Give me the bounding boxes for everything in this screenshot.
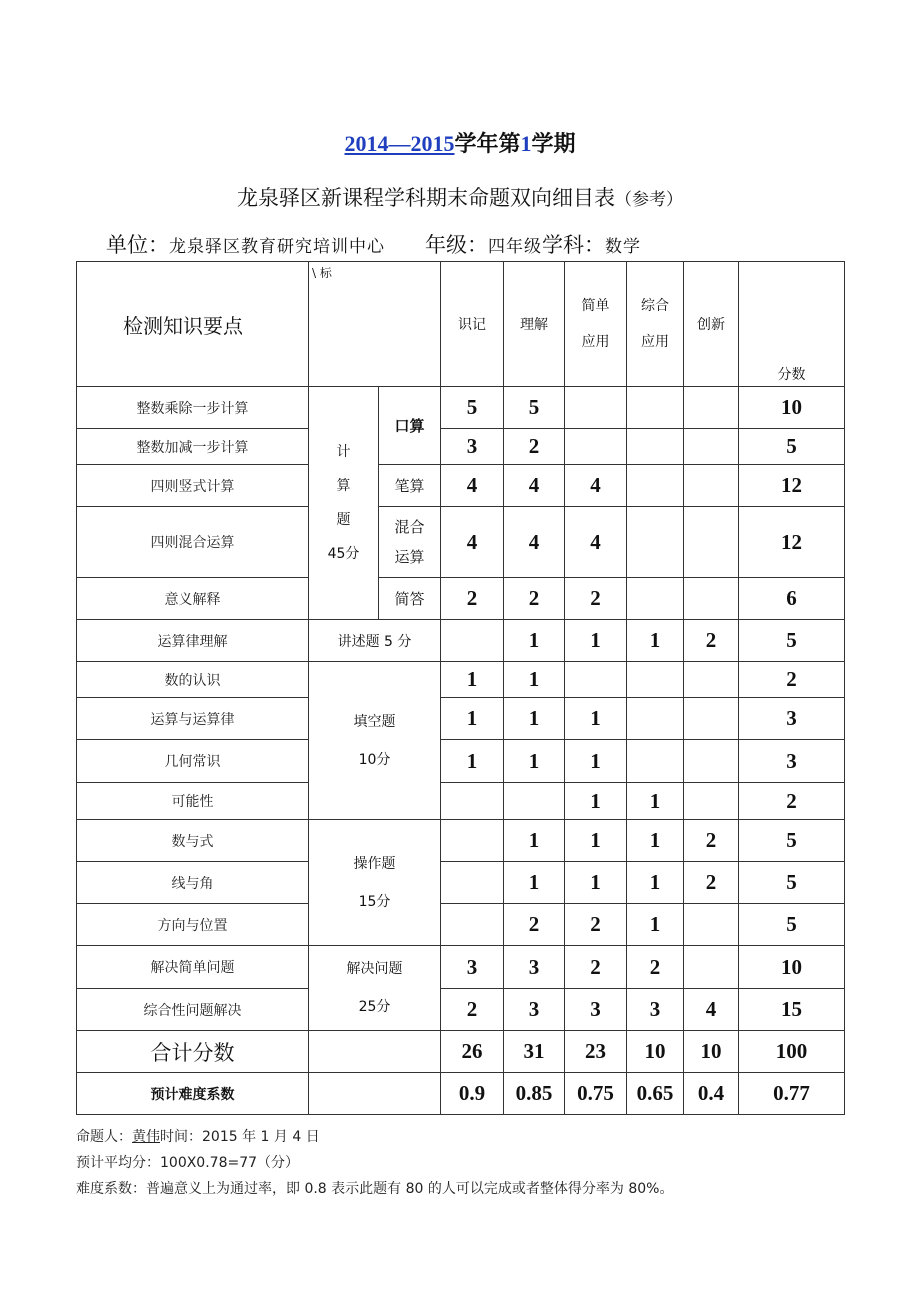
header-score: 分数	[739, 262, 845, 387]
group-calc-l4: 45分	[327, 546, 360, 562]
cell: 2	[565, 578, 627, 620]
difficulty-overall: 0.77	[739, 1073, 845, 1115]
table-row	[77, 783, 845, 820]
cell: 1	[627, 904, 684, 946]
cell: 1	[441, 698, 504, 740]
sub-mixed-a: 混合	[394, 518, 425, 536]
cell	[627, 740, 684, 783]
cell-score: 5	[739, 862, 845, 904]
author-label: 命题人：	[76, 1129, 132, 1145]
page-title	[0, 127, 920, 158]
table-row	[77, 989, 845, 1031]
cell: 1	[565, 862, 627, 904]
cell: 2	[565, 946, 627, 989]
total-cell: 23	[565, 1031, 627, 1073]
difficulty-cell: 0.65	[627, 1073, 684, 1115]
cell	[684, 429, 739, 465]
author-name: 黄伟	[132, 1129, 160, 1145]
row-knowledge: 解决简单问题	[77, 946, 309, 989]
cell: 4	[441, 465, 504, 507]
cell: 1	[565, 820, 627, 862]
group-fill	[309, 662, 441, 820]
cell	[684, 783, 739, 820]
group-fill-l2: 10分	[358, 751, 391, 768]
group-calc-l2: 算	[336, 478, 351, 494]
cell: 2	[504, 429, 565, 465]
group-calc-l1: 计	[336, 444, 351, 460]
cell: 2	[504, 578, 565, 620]
cell: 4	[684, 989, 739, 1031]
table-row	[77, 740, 845, 783]
cell-score: 12	[739, 507, 845, 578]
header-understand: 理解	[504, 262, 565, 387]
sub-written: 笔算	[379, 465, 441, 507]
table-row	[77, 620, 845, 662]
cell: 1	[627, 783, 684, 820]
difficulty-label: 预计难度系数	[77, 1073, 309, 1115]
row-knowledge: 方向与位置	[77, 904, 309, 946]
cell: 1	[565, 740, 627, 783]
cell	[627, 465, 684, 507]
subtitle-main: 龙泉驿区新课程学科期末命题双向细目表	[237, 186, 615, 210]
row-knowledge: 运算律理解	[77, 620, 309, 662]
cell	[627, 698, 684, 740]
sub-oral: 口算	[379, 387, 441, 465]
cell	[504, 783, 565, 820]
cell: 1	[504, 698, 565, 740]
cell-score: 2	[739, 783, 845, 820]
cell: 2	[441, 578, 504, 620]
cell: 2	[684, 820, 739, 862]
total-cell: 10	[684, 1031, 739, 1073]
title-term-num: 1	[520, 131, 532, 156]
cell	[565, 662, 627, 698]
row-knowledge: 运算与运算律	[77, 698, 309, 740]
total-empty	[309, 1031, 441, 1073]
cell-score: 6	[739, 578, 845, 620]
cell: 1	[504, 740, 565, 783]
time-label: 时间：	[160, 1129, 202, 1145]
unit-label: 单位：	[106, 233, 169, 257]
cell: 3	[565, 989, 627, 1031]
difficulty-cell: 0.4	[684, 1073, 739, 1115]
cell: 4	[504, 465, 565, 507]
cell: 2	[504, 904, 565, 946]
sub-mixed-b: 运算	[394, 548, 425, 566]
page-subtitle	[0, 182, 920, 212]
cell	[441, 820, 504, 862]
note-author-line	[76, 1124, 673, 1150]
difficulty-cell: 0.75	[565, 1073, 627, 1115]
table-row	[77, 465, 845, 507]
unit-line	[106, 229, 866, 259]
cell-score: 10	[739, 387, 845, 429]
cell	[684, 698, 739, 740]
row-knowledge: 几何常识	[77, 740, 309, 783]
title-year-end: 2015	[410, 131, 455, 156]
subtitle-note: （参考）	[615, 190, 683, 210]
cell: 1	[504, 820, 565, 862]
cell: 1	[441, 740, 504, 783]
group-calc-l3: 题	[336, 512, 351, 528]
table-row	[77, 507, 845, 578]
cell: 2	[565, 904, 627, 946]
title-dash: —	[388, 131, 411, 156]
cell: 1	[627, 862, 684, 904]
cell: 1	[627, 620, 684, 662]
cell-score: 5	[739, 620, 845, 662]
time-value: 2015 年 1 月 4 日	[202, 1129, 320, 1145]
group-explain: 讲述题 5 分	[309, 620, 441, 662]
row-knowledge: 综合性问题解决	[77, 989, 309, 1031]
header-innovate: 创新	[684, 262, 739, 387]
row-knowledge: 意义解释	[77, 578, 309, 620]
header-diag-text: \ 标	[312, 266, 332, 280]
total-label: 合计分数	[77, 1031, 309, 1073]
sub-short: 简答	[379, 578, 441, 620]
cell	[684, 387, 739, 429]
row-knowledge: 整数乘除一步计算	[77, 387, 309, 429]
cell-score: 5	[739, 904, 845, 946]
header-combined-apply	[627, 262, 684, 387]
header-combined-apply-a: 综合	[641, 298, 669, 314]
cell-score: 3	[739, 698, 845, 740]
subject-value: 数学	[605, 237, 641, 257]
cell: 1	[504, 662, 565, 698]
total-score: 100	[739, 1031, 845, 1073]
cell: 4	[504, 507, 565, 578]
group-solve-l2: 25分	[358, 999, 391, 1015]
grade-value: 四年级	[488, 237, 542, 257]
cell: 3	[504, 946, 565, 989]
sub-mixed	[379, 507, 441, 578]
table-row	[77, 820, 845, 862]
total-cell: 10	[627, 1031, 684, 1073]
cell	[627, 578, 684, 620]
cell-score: 10	[739, 946, 845, 989]
row-knowledge: 数的认识	[77, 662, 309, 698]
cell	[684, 465, 739, 507]
cell	[441, 904, 504, 946]
cell: 1	[565, 620, 627, 662]
group-calc	[309, 387, 379, 620]
cell: 4	[565, 465, 627, 507]
cell	[627, 507, 684, 578]
cell-score: 12	[739, 465, 845, 507]
cell-score: 5	[739, 820, 845, 862]
table-row	[77, 387, 845, 429]
group-solve-l1: 解决问题	[346, 961, 403, 977]
table-row	[77, 698, 845, 740]
row-knowledge: 线与角	[77, 862, 309, 904]
table-row	[77, 862, 845, 904]
cell: 1	[565, 698, 627, 740]
cell-score: 2	[739, 662, 845, 698]
group-operate-l1: 操作题	[353, 855, 396, 872]
table-row	[77, 904, 845, 946]
title-year-start: 2014	[344, 131, 389, 156]
cell: 4	[441, 507, 504, 578]
total-cell: 26	[441, 1031, 504, 1073]
cell	[684, 578, 739, 620]
row-knowledge: 可能性	[77, 783, 309, 820]
difficulty-row	[77, 1073, 845, 1115]
group-solve	[309, 946, 441, 1031]
cell: 3	[504, 989, 565, 1031]
header-diag	[309, 262, 441, 387]
grade-label: 年级：	[425, 233, 488, 257]
row-knowledge: 四则混合运算	[77, 507, 309, 578]
title-suffix: 学期	[531, 132, 576, 157]
cell	[684, 946, 739, 989]
total-row	[77, 1031, 845, 1073]
note-average: 预计平均分：100X0.78=77（分）	[76, 1155, 300, 1171]
cell: 4	[565, 507, 627, 578]
cell: 1	[627, 820, 684, 862]
cell: 2	[684, 862, 739, 904]
header-row	[77, 262, 845, 387]
cell: 1	[504, 862, 565, 904]
header-recall: 识记	[441, 262, 504, 387]
cell	[565, 387, 627, 429]
cell: 1	[504, 620, 565, 662]
cell: 3	[441, 429, 504, 465]
cell: 5	[441, 387, 504, 429]
cell: 2	[441, 989, 504, 1031]
row-knowledge: 数与式	[77, 820, 309, 862]
group-operate-l2: 15分	[358, 893, 391, 910]
spec-table	[76, 261, 845, 1115]
cell: 3	[441, 946, 504, 989]
cell: 2	[627, 946, 684, 989]
table-row	[77, 578, 845, 620]
cell	[627, 429, 684, 465]
table-row	[77, 946, 845, 989]
note-difficulty: 难度系数：普遍意义上为通过率，即 0.8 表示此题有 80 的人可以完成或者整体得分率为 80%。	[76, 1181, 674, 1197]
cell	[441, 862, 504, 904]
table-row	[77, 429, 845, 465]
cell	[684, 904, 739, 946]
cell: 2	[684, 620, 739, 662]
row-knowledge: 四则竖式计算	[77, 465, 309, 507]
cell	[565, 429, 627, 465]
cell: 1	[441, 662, 504, 698]
total-cell: 31	[504, 1031, 565, 1073]
cell: 5	[504, 387, 565, 429]
cell	[627, 387, 684, 429]
difficulty-empty	[309, 1073, 441, 1115]
cell-score: 15	[739, 989, 845, 1031]
difficulty-cell: 0.85	[504, 1073, 565, 1115]
cell	[684, 662, 739, 698]
cell	[627, 662, 684, 698]
table-row	[77, 662, 845, 698]
cell: 3	[627, 989, 684, 1031]
cell	[684, 507, 739, 578]
row-knowledge: 整数加减一步计算	[77, 429, 309, 465]
cell-score: 3	[739, 740, 845, 783]
cell	[684, 740, 739, 783]
header-combined-apply-b: 应用	[641, 334, 669, 350]
cell	[441, 783, 504, 820]
cell-score: 5	[739, 429, 845, 465]
header-simple-apply-b: 应用	[581, 334, 610, 350]
group-fill-l1: 填空题	[353, 713, 396, 730]
unit-value: 龙泉驿区教育研究培训中心	[169, 237, 385, 257]
header-knowledge: 检测知识要点	[77, 262, 309, 387]
group-operate	[309, 820, 441, 946]
subject-label: 学科：	[542, 233, 605, 257]
header-simple-apply-a: 简单	[581, 298, 610, 314]
header-simple-apply	[565, 262, 627, 387]
difficulty-cell: 0.9	[441, 1073, 504, 1115]
cell	[441, 620, 504, 662]
title-mid: 学年第	[454, 132, 521, 157]
notes	[76, 1124, 673, 1202]
cell: 1	[565, 783, 627, 820]
